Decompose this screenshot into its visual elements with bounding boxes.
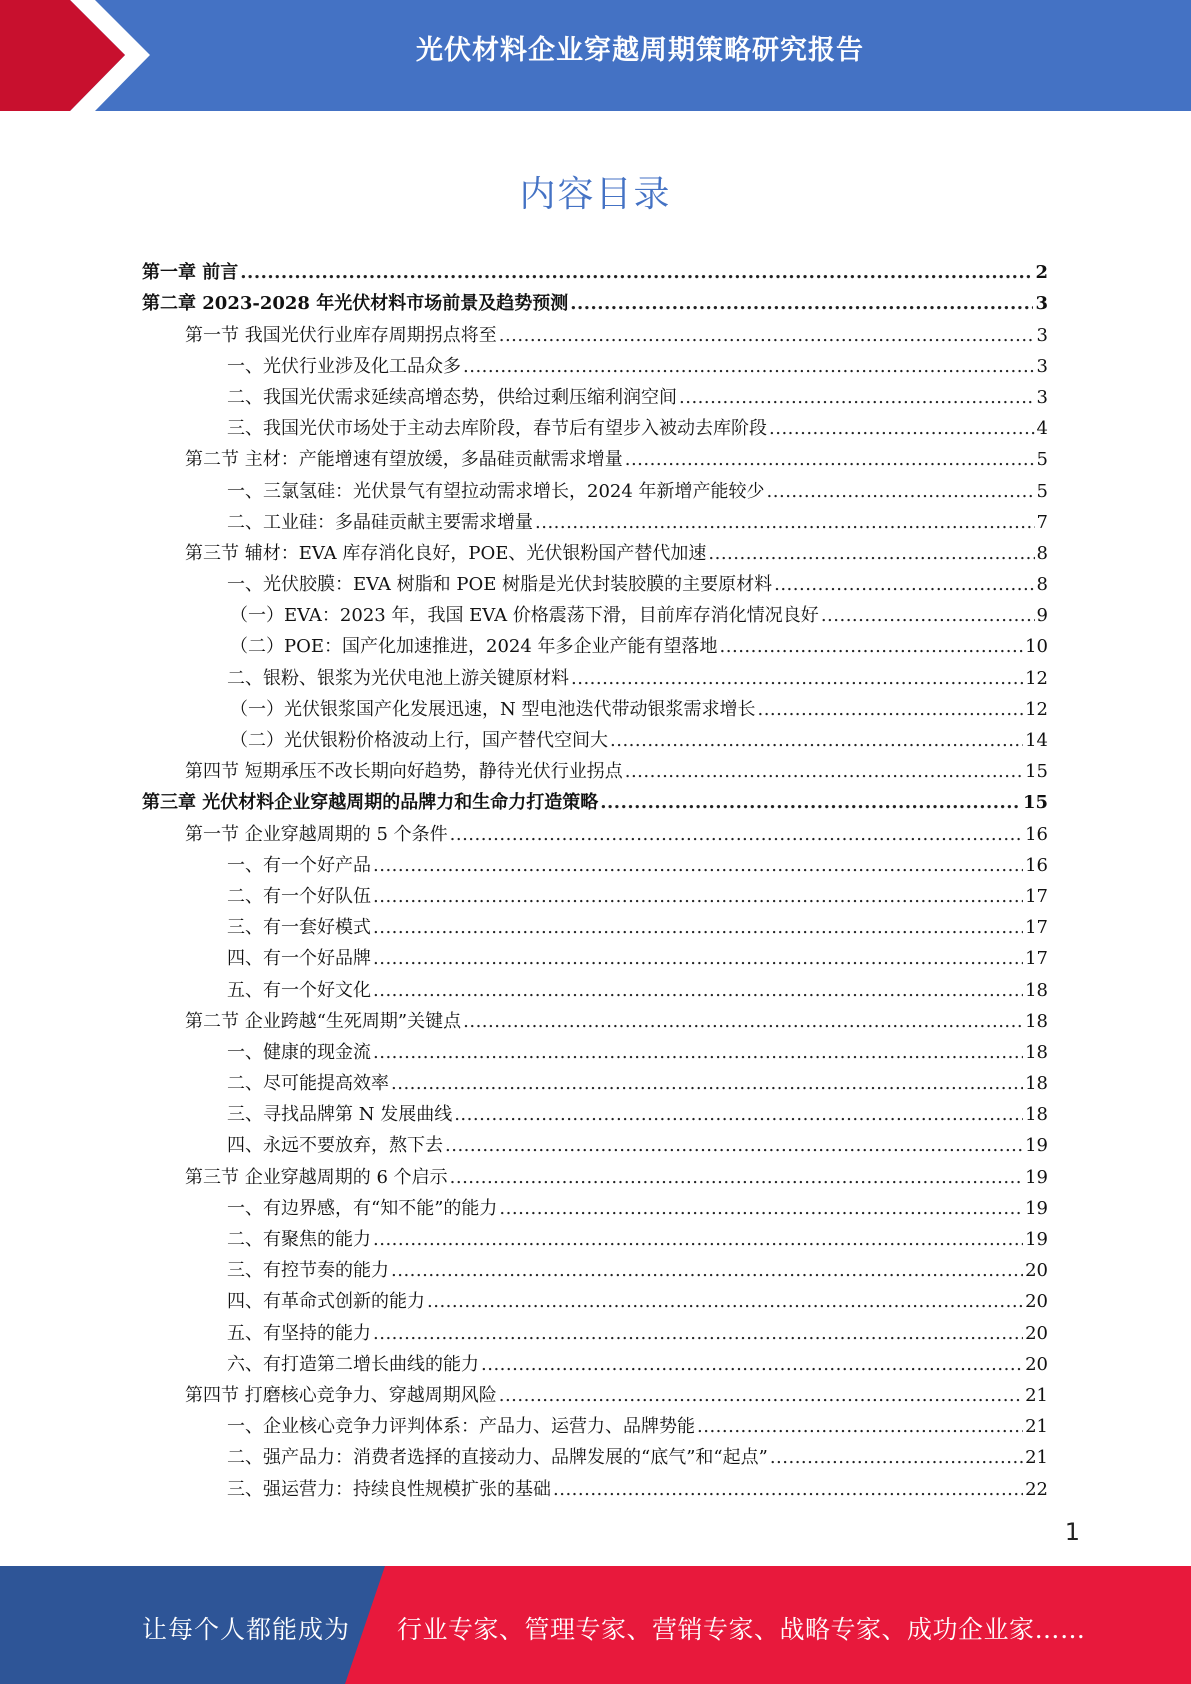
toc-entry-page: 3 [1036, 386, 1048, 408]
toc-leader-dots [450, 1166, 1023, 1190]
toc-entry-title: 一、企业核心竞争力评判体系：产品力、运营力、品牌势能 [227, 1416, 695, 1438]
toc-entry-title: 二、强产品力：消费者选择的直接动力、品牌发展的“底气”和“起点” [227, 1447, 768, 1469]
toc-entry[interactable] [142, 1439, 1048, 1470]
toc-entry-title: 二、工业硅：多晶硅贡献主要需求增量 [227, 511, 533, 533]
toc-entry[interactable] [142, 722, 1048, 753]
toc-entry-title: 六、有打造第二增长曲线的能力 [227, 1353, 479, 1375]
toc-leader-dots [720, 635, 1024, 659]
toc-entry[interactable] [142, 254, 1048, 285]
toc-entry-title: 第三章 光伏材料企业穿越周期的品牌力和生命力打造策略 [142, 792, 599, 814]
toc-entry-page: 18 [1025, 1010, 1048, 1032]
toc-entry[interactable] [142, 691, 1048, 722]
toc-leader-dots [391, 1072, 1023, 1096]
toc-entry[interactable] [142, 1346, 1048, 1377]
toc-entry[interactable] [142, 940, 1048, 971]
toc-entry-page: 8 [1036, 542, 1048, 564]
toc-leader-dots [679, 386, 1035, 410]
toc-entry-title: 二、有聚焦的能力 [227, 1229, 371, 1250]
toc-leader-dots [373, 979, 1023, 1003]
table-of-contents [142, 254, 1048, 1502]
toc-entry-page: 19 [1025, 1135, 1048, 1157]
toc-entry-title: 四、永远不要放弃，熬下去 [227, 1135, 443, 1157]
toc-entry[interactable] [142, 1034, 1048, 1065]
toc-leader-dots [708, 542, 1034, 566]
toc-heading: 内容目录 [519, 174, 672, 215]
toc-leader-dots [769, 417, 1035, 441]
toc-entry-title: （一）光伏银浆国产化发展迅速，N 型电池迭代带动银浆需求增长 [230, 698, 756, 720]
toc-entry[interactable] [142, 753, 1048, 784]
toc-leader-dots [757, 698, 1023, 722]
toc-leader-dots [625, 448, 1035, 472]
toc-leader-dots [373, 947, 1023, 971]
toc-leader-dots [240, 261, 1033, 285]
toc-entry-page: 21 [1025, 1384, 1048, 1406]
toc-entry-page: 20 [1025, 1322, 1048, 1344]
toc-entry[interactable] [142, 1003, 1048, 1034]
toc-entry-title: 第一节 企业穿越周期的 5 个条件 [185, 823, 448, 845]
toc-entry[interactable] [142, 784, 1048, 815]
toc-entry[interactable] [142, 285, 1048, 316]
toc-entry-page: 5 [1036, 480, 1048, 502]
toc-entry-title: （二）POE：国产化加速推进，2024 年多企业产能有望落地 [230, 636, 718, 658]
toc-entry-title: 第四节 短期承压不改长期向好趋势，静待光伏行业拐点 [185, 761, 623, 783]
toc-entry-page: 5 [1036, 449, 1048, 471]
toc-entry-title: 一、有一个好产品 [227, 854, 371, 876]
toc-entry-page: 4 [1036, 418, 1048, 440]
toc-leader-dots [427, 1290, 1023, 1314]
toc-entry-title: 二、有一个好队伍 [227, 885, 371, 907]
toc-entry-title: 第二章 2023-2028 年光伏材料市场前景及趋势预测 [142, 293, 569, 315]
page-number: 1 [1064, 1518, 1080, 1546]
toc-leader-dots [373, 854, 1023, 878]
toc-leader-dots [481, 1353, 1023, 1377]
toc-entry[interactable] [142, 1377, 1048, 1408]
toc-entry-page: 18 [1025, 1073, 1048, 1095]
toc-leader-dots [463, 1010, 1023, 1034]
footer-banner [0, 1566, 1191, 1684]
toc-entry[interactable] [142, 1190, 1048, 1221]
toc-entry-page: 19 [1025, 1197, 1048, 1219]
toc-entry-page: 20 [1025, 1260, 1048, 1282]
toc-entry-title: 一、三氯氢硅：光伏景气有望拉动需求增长，2024 年新增产能较少 [227, 480, 765, 502]
toc-entry-title: 三、强运营力：持续良性规模扩张的基础 [227, 1478, 551, 1500]
toc-entry[interactable] [142, 971, 1048, 1002]
toc-leader-dots [373, 1041, 1023, 1065]
toc-entry-page: 18 [1025, 979, 1048, 1001]
toc-entry-title: 一、光伏行业涉及化工品众多 [227, 355, 461, 377]
toc-entry-title: 一、有边界感，有“知不能”的能力 [227, 1197, 498, 1219]
footer-slogan-right: 行业专家、管理专家、营销专家、战略专家、成功企业家…… [397, 1615, 1086, 1644]
toc-leader-dots [445, 1134, 1023, 1158]
toc-leader-dots [570, 292, 1033, 316]
toc-entry[interactable] [142, 504, 1048, 535]
toc-entry[interactable] [142, 1096, 1048, 1127]
toc-entry[interactable] [142, 1065, 1048, 1096]
toc-leader-dots [373, 1322, 1023, 1346]
toc-entry-title: 二、我国光伏需求延续高增态势，供给过剩压缩利润空间 [227, 386, 677, 408]
toc-entry[interactable] [142, 379, 1048, 410]
toc-entry[interactable] [142, 566, 1048, 597]
footer-slogan-left: 让每个人都能成为 [142, 1615, 351, 1644]
toc-entry-page: 17 [1025, 917, 1048, 939]
toc-entry-title: 五、有坚持的能力 [227, 1322, 371, 1344]
toc-entry-title: 第四节 打磨核心竞争力、穿越周期风险 [185, 1384, 497, 1406]
toc-entry-title: （二）光伏银粉价格波动上行，国产替代空间大 [230, 730, 608, 751]
toc-entry[interactable] [142, 316, 1048, 347]
toc-entry-page: 10 [1025, 636, 1048, 658]
toc-entry-page: 20 [1025, 1353, 1048, 1375]
toc-leader-dots [373, 885, 1023, 909]
toc-entry[interactable] [142, 1158, 1048, 1189]
toc-leader-dots [774, 573, 1034, 597]
toc-entry[interactable] [142, 472, 1048, 503]
toc-entry-page: 3 [1036, 324, 1048, 346]
toc-entry[interactable] [142, 1408, 1048, 1439]
toc-entry[interactable] [142, 659, 1048, 690]
toc-leader-dots [553, 1478, 1023, 1502]
toc-entry-title: 四、有一个好品牌 [227, 948, 371, 970]
toc-leader-dots [770, 1446, 1023, 1470]
toc-entry[interactable] [142, 1283, 1048, 1314]
toc-entry-page: 17 [1025, 885, 1048, 907]
toc-leader-dots [373, 1228, 1023, 1252]
toc-entry[interactable] [142, 1470, 1048, 1501]
toc-entry[interactable] [142, 535, 1048, 566]
toc-entry[interactable] [142, 348, 1048, 379]
toc-entry-title: 第三节 辅材：EVA 库存消化良好，POE、光伏银粉国产替代加速 [185, 542, 707, 564]
toc-entry[interactable] [142, 441, 1048, 472]
toc-entry-title: 三、我国光伏市场处于主动去库阶段，春节后有望步入被动去库阶段 [227, 418, 767, 440]
toc-entry-page: 17 [1025, 948, 1048, 970]
toc-entry[interactable] [142, 1314, 1048, 1345]
toc-leader-dots [535, 511, 1035, 535]
toc-entry[interactable] [142, 815, 1048, 846]
toc-entry-page: 20 [1025, 1291, 1048, 1313]
toc-entry-page: 22 [1025, 1478, 1048, 1500]
toc-entry-title: 二、尽可能提高效率 [227, 1073, 389, 1095]
toc-entry-title: 三、有一套好模式 [227, 917, 371, 939]
toc-leader-dots [373, 916, 1023, 940]
toc-entry-title: 第二节 企业跨越“生死周期”关键点 [185, 1010, 462, 1032]
toc-entry-title: 第二节 主材：产能增速有望放缓，多晶硅贡献需求增量 [185, 449, 623, 471]
toc-entry-page: 21 [1025, 1416, 1048, 1438]
toc-entry-title: 三、寻找品牌第 N 发展曲线 [227, 1104, 453, 1126]
toc-entry-title: 五、有一个好文化 [227, 979, 371, 1001]
toc-entry-title: 第一节 我国光伏行业库存周期拐点将至 [185, 324, 497, 346]
toc-entry[interactable] [142, 847, 1048, 878]
toc-leader-dots [391, 1259, 1023, 1283]
toc-entry-page: 18 [1025, 1041, 1048, 1063]
toc-entry-page: 9 [1036, 605, 1048, 627]
toc-leader-dots [499, 1197, 1023, 1221]
toc-leader-dots [697, 1415, 1023, 1439]
toc-entry[interactable] [142, 909, 1048, 940]
toc-entry[interactable] [142, 878, 1048, 909]
toc-entry-page: 16 [1025, 823, 1048, 845]
toc-entry[interactable] [142, 1221, 1048, 1252]
toc-entry-page: 12 [1025, 667, 1048, 689]
toc-entry-title: 第三节 企业穿越周期的 6 个启示 [185, 1166, 448, 1188]
toc-leader-dots [571, 667, 1023, 691]
toc-entry-title: 一、健康的现金流 [227, 1041, 371, 1063]
toc-entry-page: 21 [1025, 1447, 1048, 1469]
toc-entry-title: 一、光伏胶膜：EVA 树脂和 POE 树脂是光伏封装胶膜的主要原材料 [227, 574, 773, 596]
toc-entry-page: 19 [1025, 1166, 1048, 1188]
toc-entry-page: 14 [1025, 730, 1048, 751]
toc-entry[interactable] [142, 410, 1048, 441]
toc-leader-dots [625, 760, 1023, 784]
toc-entry-page: 8 [1036, 574, 1048, 596]
toc-entry-page: 19 [1025, 1229, 1048, 1250]
toc-entry-page: 15 [1022, 792, 1048, 814]
toc-entry-page: 2 [1035, 262, 1048, 284]
toc-entry-page: 15 [1025, 761, 1048, 783]
header-banner [0, 0, 1191, 111]
toc-entry-page: 7 [1036, 511, 1048, 533]
toc-entry[interactable] [142, 1252, 1048, 1283]
toc-entry-page: 18 [1025, 1104, 1048, 1126]
toc-entry-title: 第一章 前言 [142, 262, 239, 284]
toc-leader-dots [767, 480, 1035, 504]
toc-entry-title: 二、银粉、银浆为光伏电池上游关键原材料 [227, 667, 569, 689]
toc-leader-dots [600, 791, 1021, 815]
toc-entry[interactable] [142, 1127, 1048, 1158]
toc-leader-dots [499, 1384, 1023, 1408]
toc-entry-page: 3 [1035, 293, 1048, 315]
toc-entry[interactable] [142, 597, 1048, 628]
toc-leader-dots [821, 604, 1035, 628]
toc-entry-title: （一）EVA：2023 年，我国 EVA 价格震荡下滑，目前库存消化情况良好 [230, 605, 819, 627]
toc-entry-page: 12 [1025, 698, 1048, 720]
toc-entry-page: 3 [1036, 355, 1048, 377]
toc-leader-dots [454, 1103, 1023, 1127]
toc-entry-title: 三、有控节奏的能力 [227, 1260, 389, 1282]
toc-leader-dots [499, 324, 1035, 348]
toc-leader-dots [610, 729, 1023, 753]
toc-leader-dots [463, 355, 1035, 379]
report-title: 光伏材料企业穿越周期策略研究报告 [416, 35, 864, 66]
toc-leader-dots [450, 823, 1023, 847]
toc-entry-page: 16 [1025, 854, 1048, 876]
toc-entry[interactable] [142, 628, 1048, 659]
toc-entry-title: 四、有革命式创新的能力 [227, 1291, 425, 1313]
